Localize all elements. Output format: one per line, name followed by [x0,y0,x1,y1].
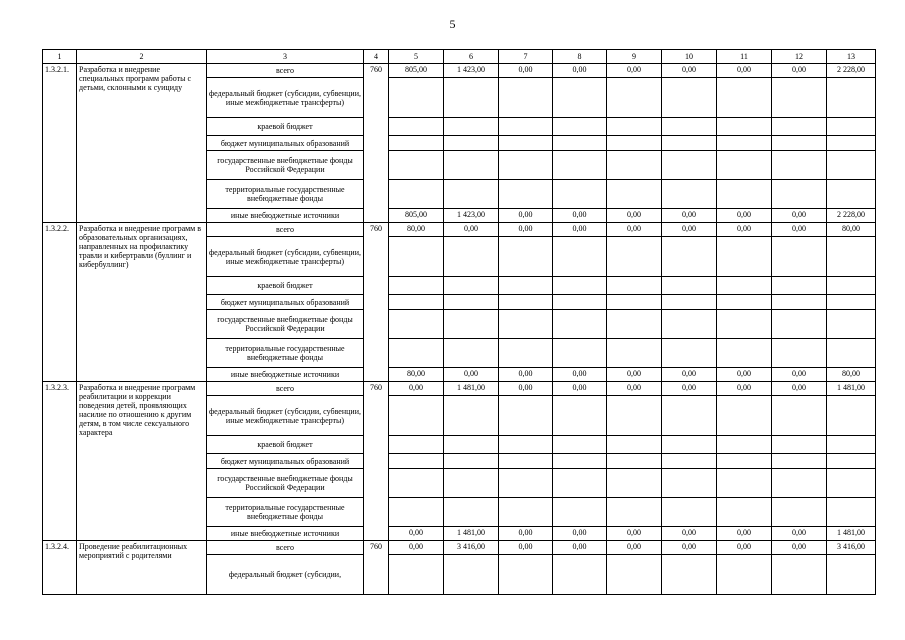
value-cell [662,118,717,136]
value-cell [499,310,553,339]
value-cell [827,469,876,498]
value-cell [607,436,662,454]
value-cell [772,118,827,136]
funding-source: иные внебюджетные источники [207,527,364,541]
value-cell [772,295,827,310]
value-cell [662,180,717,209]
value-cell: 0,00 [772,541,827,555]
value-cell: 1 481,00 [827,527,876,541]
value-cell [553,310,607,339]
value-cell [717,498,772,527]
value-cell [607,396,662,436]
value-cell: 0,00 [499,382,553,396]
value-cell [553,555,607,595]
funding-source: государственные внебюджетные фонды Российской Федерации [207,310,364,339]
value-cell [607,454,662,469]
value-cell [553,277,607,295]
table-row [43,223,876,237]
column-header: 9 [607,50,662,64]
value-cell [772,310,827,339]
value-cell [772,237,827,277]
value-cell [607,469,662,498]
value-cell: 0,00 [553,541,607,555]
value-cell: 0,00 [444,368,499,382]
value-cell: 0,00 [499,64,553,78]
column-header: 11 [717,50,772,64]
item-code: 1.3.2.1. [43,64,77,223]
funding-source: краевой бюджет [207,436,364,454]
value-cell [444,151,499,180]
funding-source: иные внебюджетные источники [207,368,364,382]
value-cell [662,78,717,118]
value-cell: 80,00 [389,223,444,237]
value-cell [444,555,499,595]
value-cell [389,396,444,436]
value-cell [772,339,827,368]
value-cell [662,469,717,498]
value-cell: 0,00 [607,527,662,541]
value-cell [389,151,444,180]
value-cell [662,277,717,295]
funding-source: федеральный бюджет (субсидии, субвенции, иные межбюджетные трансферты) [207,396,364,436]
column-header: 2 [77,50,207,64]
value-cell [499,469,553,498]
column-header: 3 [207,50,364,64]
value-cell: 0,00 [717,368,772,382]
value-cell [827,339,876,368]
value-cell [607,180,662,209]
funding-source: краевой бюджет [207,277,364,295]
value-cell: 0,00 [389,382,444,396]
funding-source: федеральный бюджет (субсидии, субвенции, иные межбюджетные трансферты) [207,237,364,277]
funding-source: краевой бюджет [207,118,364,136]
value-cell [444,436,499,454]
funding-source: бюджет муниципальных образований [207,295,364,310]
funding-source: территориальные государственные внебюджетные фонды [207,339,364,368]
value-cell [553,136,607,151]
value-cell [662,136,717,151]
value-cell [607,78,662,118]
value-cell: 0,00 [607,209,662,223]
value-cell: 0,00 [553,223,607,237]
value-cell: 0,00 [553,209,607,223]
value-cell [389,118,444,136]
funding-source: федеральный бюджет (субсидии, субвенции, иные межбюджетные трансферты) [207,78,364,118]
value-cell: 0,00 [389,527,444,541]
value-cell: 0,00 [499,541,553,555]
value-cell [717,277,772,295]
value-cell [444,469,499,498]
value-cell: 0,00 [499,223,553,237]
value-cell [827,498,876,527]
value-cell [444,277,499,295]
value-cell: 0,00 [389,541,444,555]
value-cell [499,436,553,454]
value-cell [553,118,607,136]
value-cell [662,555,717,595]
value-cell [553,498,607,527]
col4-value: 760 [364,382,389,541]
value-cell [499,555,553,595]
item-code: 1.3.2.4. [43,541,77,595]
value-cell [553,339,607,368]
value-cell [717,151,772,180]
value-cell [499,78,553,118]
value-cell [717,310,772,339]
value-cell [827,396,876,436]
funding-source: всего [207,223,364,237]
funding-source: всего [207,541,364,555]
funding-source: иные внебюджетные источники [207,209,364,223]
value-cell [827,555,876,595]
value-cell [389,136,444,151]
budget-table [42,49,876,595]
value-cell: 0,00 [717,527,772,541]
value-cell [607,151,662,180]
value-cell [607,339,662,368]
value-cell [389,180,444,209]
value-cell [444,295,499,310]
value-cell [827,310,876,339]
value-cell [827,151,876,180]
value-cell: 0,00 [662,541,717,555]
value-cell [717,295,772,310]
value-cell: 0,00 [662,368,717,382]
value-cell: 0,00 [499,368,553,382]
funding-source: государственные внебюджетные фонды Российской Федерации [207,469,364,498]
value-cell: 3 416,00 [827,541,876,555]
value-cell: 0,00 [662,527,717,541]
value-cell [827,295,876,310]
value-cell [499,118,553,136]
value-cell: 1 423,00 [444,209,499,223]
value-cell [444,136,499,151]
value-cell: 80,00 [389,368,444,382]
value-cell [553,180,607,209]
value-cell [444,454,499,469]
col4-value: 760 [364,541,389,595]
value-cell [444,310,499,339]
value-cell [662,436,717,454]
value-cell: 1 481,00 [444,382,499,396]
value-cell: 80,00 [827,368,876,382]
column-header: 6 [444,50,499,64]
value-cell [389,469,444,498]
value-cell: 805,00 [389,209,444,223]
value-cell [662,498,717,527]
value-cell [389,295,444,310]
value-cell [499,151,553,180]
value-cell [662,295,717,310]
value-cell [772,469,827,498]
value-cell: 0,00 [717,541,772,555]
value-cell [717,118,772,136]
value-cell: 0,00 [662,382,717,396]
item-name: Разработка и внедрение программ реабилитации и коррекции поведения детей, проявляющих насилие по отношению к другим детям, в том числе сексуального характера [77,382,207,541]
value-cell: 0,00 [607,382,662,396]
value-cell [444,339,499,368]
value-cell [772,454,827,469]
column-header: 7 [499,50,553,64]
item-name: Разработка и внедрение программ в образовательных организациях, направленных на профилактику травли и кибертравли (буллинг и кибербуллинг) [77,223,207,382]
value-cell [444,498,499,527]
value-cell [717,469,772,498]
value-cell: 0,00 [717,382,772,396]
funding-source: бюджет муниципальных образований [207,454,364,469]
value-cell [607,237,662,277]
value-cell [662,151,717,180]
funding-source: бюджет муниципальных образований [207,136,364,151]
value-cell: 0,00 [662,209,717,223]
value-cell: 0,00 [607,64,662,78]
column-header: 12 [772,50,827,64]
value-cell [553,469,607,498]
value-cell: 1 481,00 [827,382,876,396]
value-cell [389,339,444,368]
table-row [43,382,876,396]
value-cell [717,436,772,454]
value-cell [607,136,662,151]
value-cell [607,118,662,136]
value-cell [389,436,444,454]
value-cell [607,277,662,295]
value-cell [607,310,662,339]
value-cell: 1 481,00 [444,527,499,541]
value-cell: 0,00 [553,64,607,78]
value-cell: 0,00 [662,64,717,78]
value-cell [717,237,772,277]
value-cell [772,555,827,595]
column-header: 1 [43,50,77,64]
value-cell [662,237,717,277]
value-cell: 0,00 [717,64,772,78]
item-code: 1.3.2.2. [43,223,77,382]
column-header: 13 [827,50,876,64]
col4-value: 760 [364,223,389,382]
column-header: 5 [389,50,444,64]
value-cell [827,136,876,151]
value-cell [827,118,876,136]
value-cell [772,498,827,527]
value-cell [499,454,553,469]
column-header: 8 [553,50,607,64]
value-cell: 0,00 [772,64,827,78]
value-cell [827,454,876,469]
value-cell [553,295,607,310]
value-cell [717,136,772,151]
funding-source: федеральный бюджет (субсидии, [207,555,364,595]
value-cell [444,396,499,436]
value-cell [772,180,827,209]
value-cell [827,436,876,454]
value-cell [553,237,607,277]
value-cell [444,180,499,209]
funding-source: всего [207,64,364,78]
table-row [43,64,876,78]
funding-source: территориальные государственные внебюджетные фонды [207,180,364,209]
value-cell [499,396,553,436]
value-cell: 2 228,00 [827,209,876,223]
value-cell [662,310,717,339]
value-cell: 0,00 [772,368,827,382]
value-cell [717,339,772,368]
value-cell: 0,00 [607,368,662,382]
value-cell [499,237,553,277]
value-cell [389,310,444,339]
value-cell [827,277,876,295]
value-cell [607,295,662,310]
item-name: Разработка и внедрение специальных программ работы с детьми, склонными к суициду [77,64,207,223]
funding-source: территориальные государственные внебюджетные фонды [207,498,364,527]
value-cell [717,454,772,469]
value-cell: 0,00 [717,223,772,237]
funding-source: всего [207,382,364,396]
value-cell: 1 423,00 [444,64,499,78]
value-cell: 0,00 [772,527,827,541]
value-cell: 0,00 [444,223,499,237]
value-cell: 0,00 [499,209,553,223]
value-cell [389,277,444,295]
value-cell: 0,00 [499,527,553,541]
value-cell: 0,00 [772,209,827,223]
table-row [43,541,876,555]
column-header: 10 [662,50,717,64]
value-cell [553,436,607,454]
value-cell [499,277,553,295]
value-cell [827,180,876,209]
value-cell [717,396,772,436]
funding-source: государственные внебюджетные фонды Российской Федерации [207,151,364,180]
value-cell [827,78,876,118]
value-cell: 0,00 [553,382,607,396]
value-cell [553,454,607,469]
value-cell [389,454,444,469]
value-cell [389,555,444,595]
value-cell [662,339,717,368]
value-cell [444,118,499,136]
value-cell [499,180,553,209]
value-cell [389,78,444,118]
value-cell [772,78,827,118]
value-cell [444,237,499,277]
value-cell [389,498,444,527]
value-cell [662,454,717,469]
value-cell [389,237,444,277]
value-cell: 0,00 [772,223,827,237]
value-cell [772,396,827,436]
value-cell: 0,00 [607,541,662,555]
value-cell: 0,00 [553,527,607,541]
value-cell [499,498,553,527]
value-cell: 805,00 [389,64,444,78]
value-cell [607,555,662,595]
value-cell: 0,00 [607,223,662,237]
value-cell [553,78,607,118]
value-cell [772,277,827,295]
value-cell [717,180,772,209]
value-cell: 3 416,00 [444,541,499,555]
value-cell [499,295,553,310]
item-code: 1.3.2.3. [43,382,77,541]
value-cell: 0,00 [553,368,607,382]
value-cell [772,436,827,454]
value-cell [772,151,827,180]
value-cell: 0,00 [772,382,827,396]
value-cell: 2 228,00 [827,64,876,78]
value-cell [499,136,553,151]
value-cell [499,339,553,368]
value-cell: 0,00 [662,223,717,237]
value-cell [607,498,662,527]
value-cell [553,151,607,180]
value-cell [444,78,499,118]
value-cell [827,237,876,277]
value-cell [772,136,827,151]
column-header: 4 [364,50,389,64]
value-cell [717,555,772,595]
header-row [43,50,876,64]
value-cell: 0,00 [717,209,772,223]
value-cell [717,78,772,118]
value-cell: 80,00 [827,223,876,237]
col4-value: 760 [364,64,389,223]
value-cell [553,396,607,436]
item-name: Проведение реабилитационных мероприятий с родителями [77,541,207,595]
page-number: 5 [449,17,456,31]
value-cell [662,396,717,436]
